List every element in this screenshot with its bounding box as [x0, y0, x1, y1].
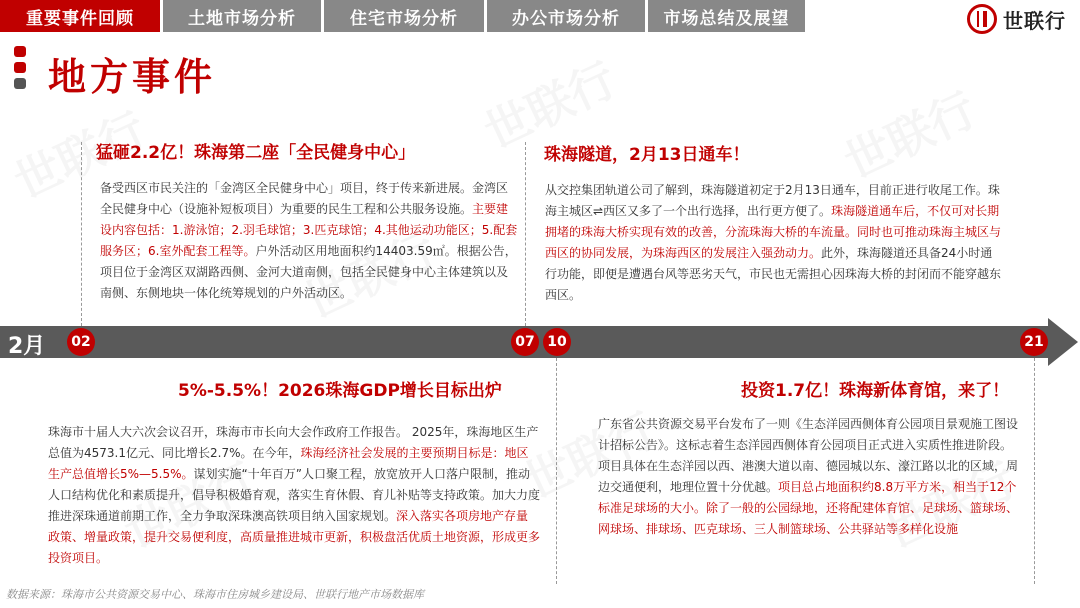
- event-body: [598, 414, 1023, 540]
- connector-line: [556, 358, 557, 584]
- event-text: 谋划实施“十年百万”人口聚工程，放宽放开人口落户限制，推动人口结构优化和素质提升，倡导积极婚育观，落实生育休假、育儿补贴等支持政策。加大力度推进深珠通道前期工作，全力争取深珠澳高铁项目纳入国家规划。: [48, 467, 541, 523]
- title-decoration: [14, 46, 26, 94]
- event-text: 备受西区市民关注的「金湾区全民健身中心」项目，终于传来新进展。金湾区全民健身中心（设施补短板项目）为重要的民生工程和公共服务设施。: [100, 181, 509, 216]
- section-nav: [0, 0, 808, 32]
- event-title: 5%-5.5%！2026珠海GDP增长目标出炉: [178, 381, 502, 401]
- event-text-highlight: 主要建设内容包括：1.游泳馆；2.羽毛球馆；3.匹克球馆；4.其他运动功能区；5.配套服务区；6.室外配套工程等。: [100, 202, 518, 258]
- company-logo: [967, 4, 1066, 34]
- tab-residential-market[interactable]: 住宅市场分析: [324, 0, 484, 32]
- event-title: 猛砸2.2亿！珠海第二座「全民健身中心」: [96, 143, 416, 163]
- timeline-date: 21: [1020, 328, 1048, 356]
- event-body: [48, 422, 540, 569]
- connector-line: [1034, 358, 1035, 584]
- event-text-highlight: 深入落实各项房地产存量政策、增量政策，提升交易便利度，高质量推进城市更新，积极盘活优质土地资源，形成更多投资项目。: [48, 509, 541, 565]
- event-text: 户外活动区用地面积约14403.59㎡。根据公告，项目位于金湾区双湖路西侧、金河大道南侧，包括全民健身中心主体建筑以及南侧、东侧地块一体化统筹规划的户外活动区。: [100, 244, 517, 300]
- event-text: 从交控集团轨道公司了解到，珠海隧道初定于2月13日通车，目前正进行收尾工作。珠海主城区⇌西区又多了一个出行选择，出行更方便了。: [545, 183, 1000, 218]
- timeline-arrowhead: [1048, 318, 1078, 366]
- data-source: 数据来源：珠海市公共资源交易中心、珠海市住房城乡建设局、世联行地产市场数据库: [6, 588, 424, 601]
- event-text-highlight: 项目总占地面积约8.8万平方米，相当于12个标准足球场的大小。除了一般的公园绿地，还将配建体育馆、足球场、篮球场、网球场、排球场、匹克球场、三人制篮球场、公共驿站等多样化设施: [598, 480, 1019, 536]
- timeline-date: 02: [67, 328, 95, 356]
- tab-land-market[interactable]: 土地市场分析: [163, 0, 321, 32]
- timeline-date: 10: [543, 328, 571, 356]
- logo-icon: [967, 4, 997, 34]
- timeline-date: 07: [511, 328, 539, 356]
- event-body: [100, 178, 518, 304]
- event-title: 投资1.7亿！珠海新体育馆，来了！: [741, 381, 1010, 401]
- tab-summary-outlook[interactable]: 市场总结及展望: [648, 0, 805, 32]
- timeline-month: 2月: [8, 334, 46, 359]
- connector-line: [81, 142, 82, 326]
- event-text-highlight: 珠海隧道通车后，不仅可对长期拥堵的珠海大桥实现有效的改善，分流珠海大桥的车流量。同时也可推动珠海主城区与西区的协同发展，为珠海西区的发展注入强劲动力。: [545, 204, 1002, 260]
- page-title: 地方事件: [48, 55, 217, 99]
- tab-key-events[interactable]: 重要事件回顾: [0, 0, 160, 32]
- event-text: 广东省公共资源交易平台发布了一则《生态洋园西侧体育公园项目景观施工图设计招标公告》。这标志着生态洋园西侧体育公园项目正式进入实质性推进阶段。项目具体在生态洋园以西、港澳大道以南、德园城以东、濠江路以北的区域，周边交通便利，地理位置十分优越。: [598, 417, 1019, 494]
- watermark: [833, 74, 986, 192]
- event-title: 珠海隧道，2月13日通车！: [544, 145, 750, 165]
- event-text: 此外，珠海隧道还具备24小时通行功能，即便是遭遇台风等恶劣天气，市民也无需担心因珠海大桥的封闭而不能穿越东西区。: [545, 246, 1002, 302]
- event-text: 珠海市十届人大六次会议召开，珠海市市长向大会作政府工作报告。 2025年，珠海地区生产总值为4573.1亿元、同比增长2.7%。在今年，: [48, 425, 539, 460]
- event-text-highlight: 珠海经济社会发展的主要预期目标是：地区生产总值增长5%—5.5%。: [48, 446, 529, 481]
- event-body: [545, 180, 1001, 306]
- connector-line: [525, 142, 526, 326]
- tab-office-market[interactable]: 办公市场分析: [487, 0, 645, 32]
- logo-text: 世联行: [1003, 8, 1066, 33]
